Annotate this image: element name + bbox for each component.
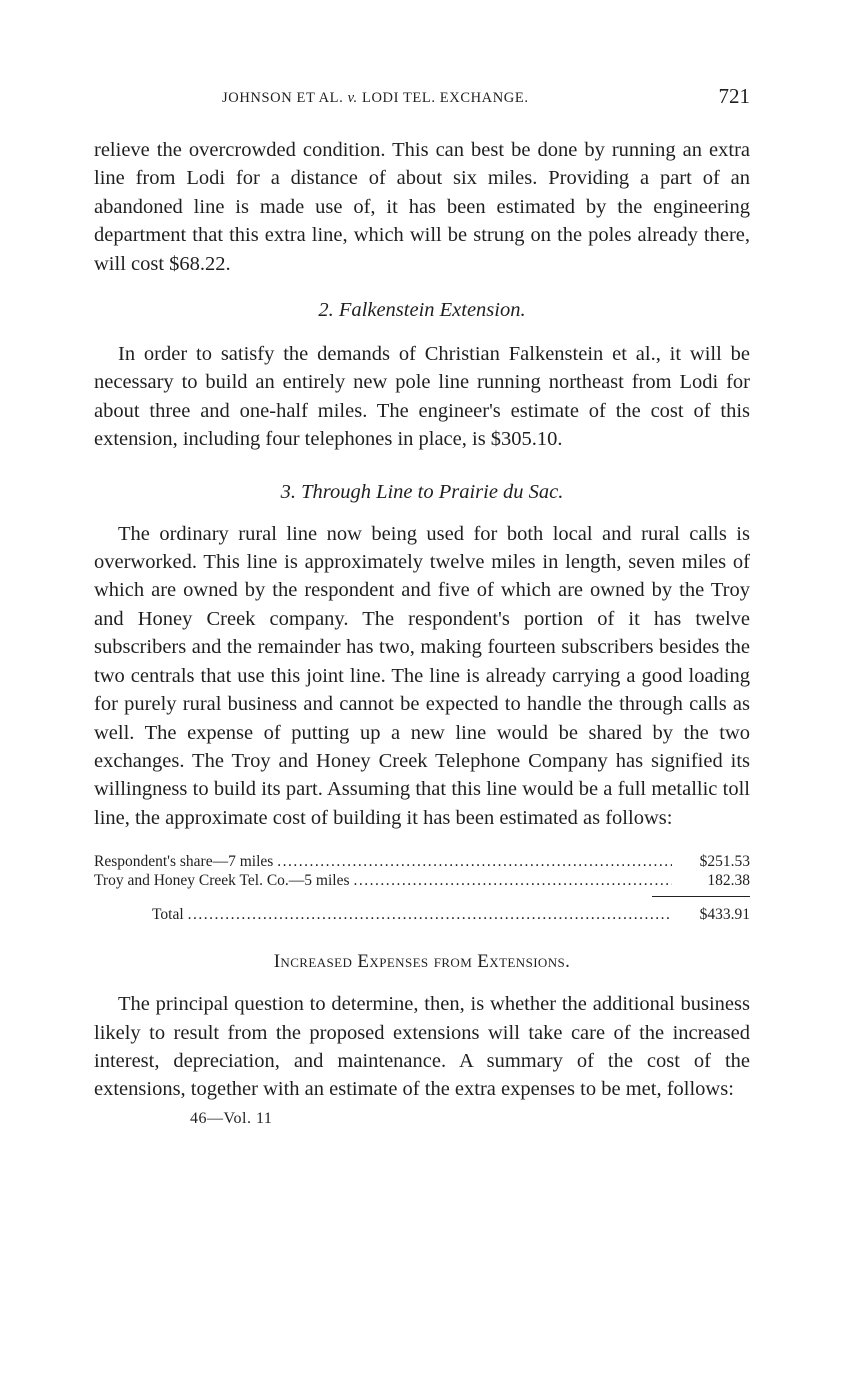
paragraph-continuation: relieve the overcrowded condition. This can best be done by running an extra line from Lodi for a distance of about six miles. Providing a part of an abandoned line is made use of, it has been estimated by the engineering department that this extra line, which will be strung on the poles already there, will cost $68.22.	[94, 139, 750, 275]
cost-row-label: Troy and Honey Creek Tel. Co.—5 miles	[94, 872, 350, 890]
running-head	[94, 84, 750, 114]
cost-row-respondent	[94, 852, 750, 871]
cost-table	[94, 852, 750, 924]
heading-increased-expenses: Increased Expenses from Extensions.	[273, 951, 571, 973]
paragraph-increased-expenses: The principal question to determine, then, is whether the additional business likely to result from the proposed extensions will take care of the increased interest, depreciation, and maintenance. A summary of the cost of the extensions, together with an estimate of the extra expenses to be met, follows:	[94, 993, 750, 1101]
leader-dots	[354, 871, 672, 890]
heading-through-line: 3. Through Line to Prairie du Sac.	[280, 480, 564, 503]
cost-row-amount: 182.38	[707, 872, 750, 890]
running-title	[222, 90, 529, 107]
total-rule	[652, 896, 750, 897]
total-amount: $433.91	[699, 906, 750, 924]
cost-row-label: Respondent's share—7 miles	[94, 853, 274, 871]
heading-falkenstein-extension: 2. Falkenstein Extension.	[318, 299, 526, 322]
leader-dots	[188, 905, 672, 924]
leader-dots	[277, 852, 672, 871]
running-title-part2: LODI TEL. EXCHANGE.	[361, 90, 529, 106]
cost-row-amount: $251.53	[699, 853, 750, 871]
running-title-part1: JOHNSON ET AL.	[222, 90, 344, 106]
document-page	[94, 84, 750, 1128]
page-number: 721	[718, 84, 750, 108]
signature-mark: 46—Vol. 11	[190, 1109, 273, 1127]
total-label: Total	[152, 906, 184, 924]
cost-row-total	[94, 905, 750, 924]
paragraph-falkenstein: In order to satisfy the demands of Christian Falkenstein et al., it will be necessary to build an entirely new pole line running northeast from Lodi for about three and one-half miles. The engineer's estimate of the cost of this extension, including four telephones in place, is $305.10.	[94, 343, 750, 451]
paragraph-through-line: The ordinary rural line now being used for both local and rural calls is overworked. This line is approximately twelve miles in length, seven miles of which are owned by the respondent and five of which are owned by the Troy and Honey Creek company. The respondent's portion of it has twelve subscribers and the remainder has two, making fourteen subscribers besides the two centrals that use this joint line. The line is already carrying a good loading for purely rural business and cannot be expected to handle the through calls as well. The expense of putting up a new line would be shared by the two exchanges. The Troy and Honey Creek Telephone Company has signified its willingness to build its part. Assuming that this line would be a full metallic toll line, the approximate cost of building it has been estimated as follows:	[94, 522, 750, 829]
cost-row-troy-honey-creek	[94, 871, 750, 890]
running-title-versus: v.	[347, 90, 358, 106]
